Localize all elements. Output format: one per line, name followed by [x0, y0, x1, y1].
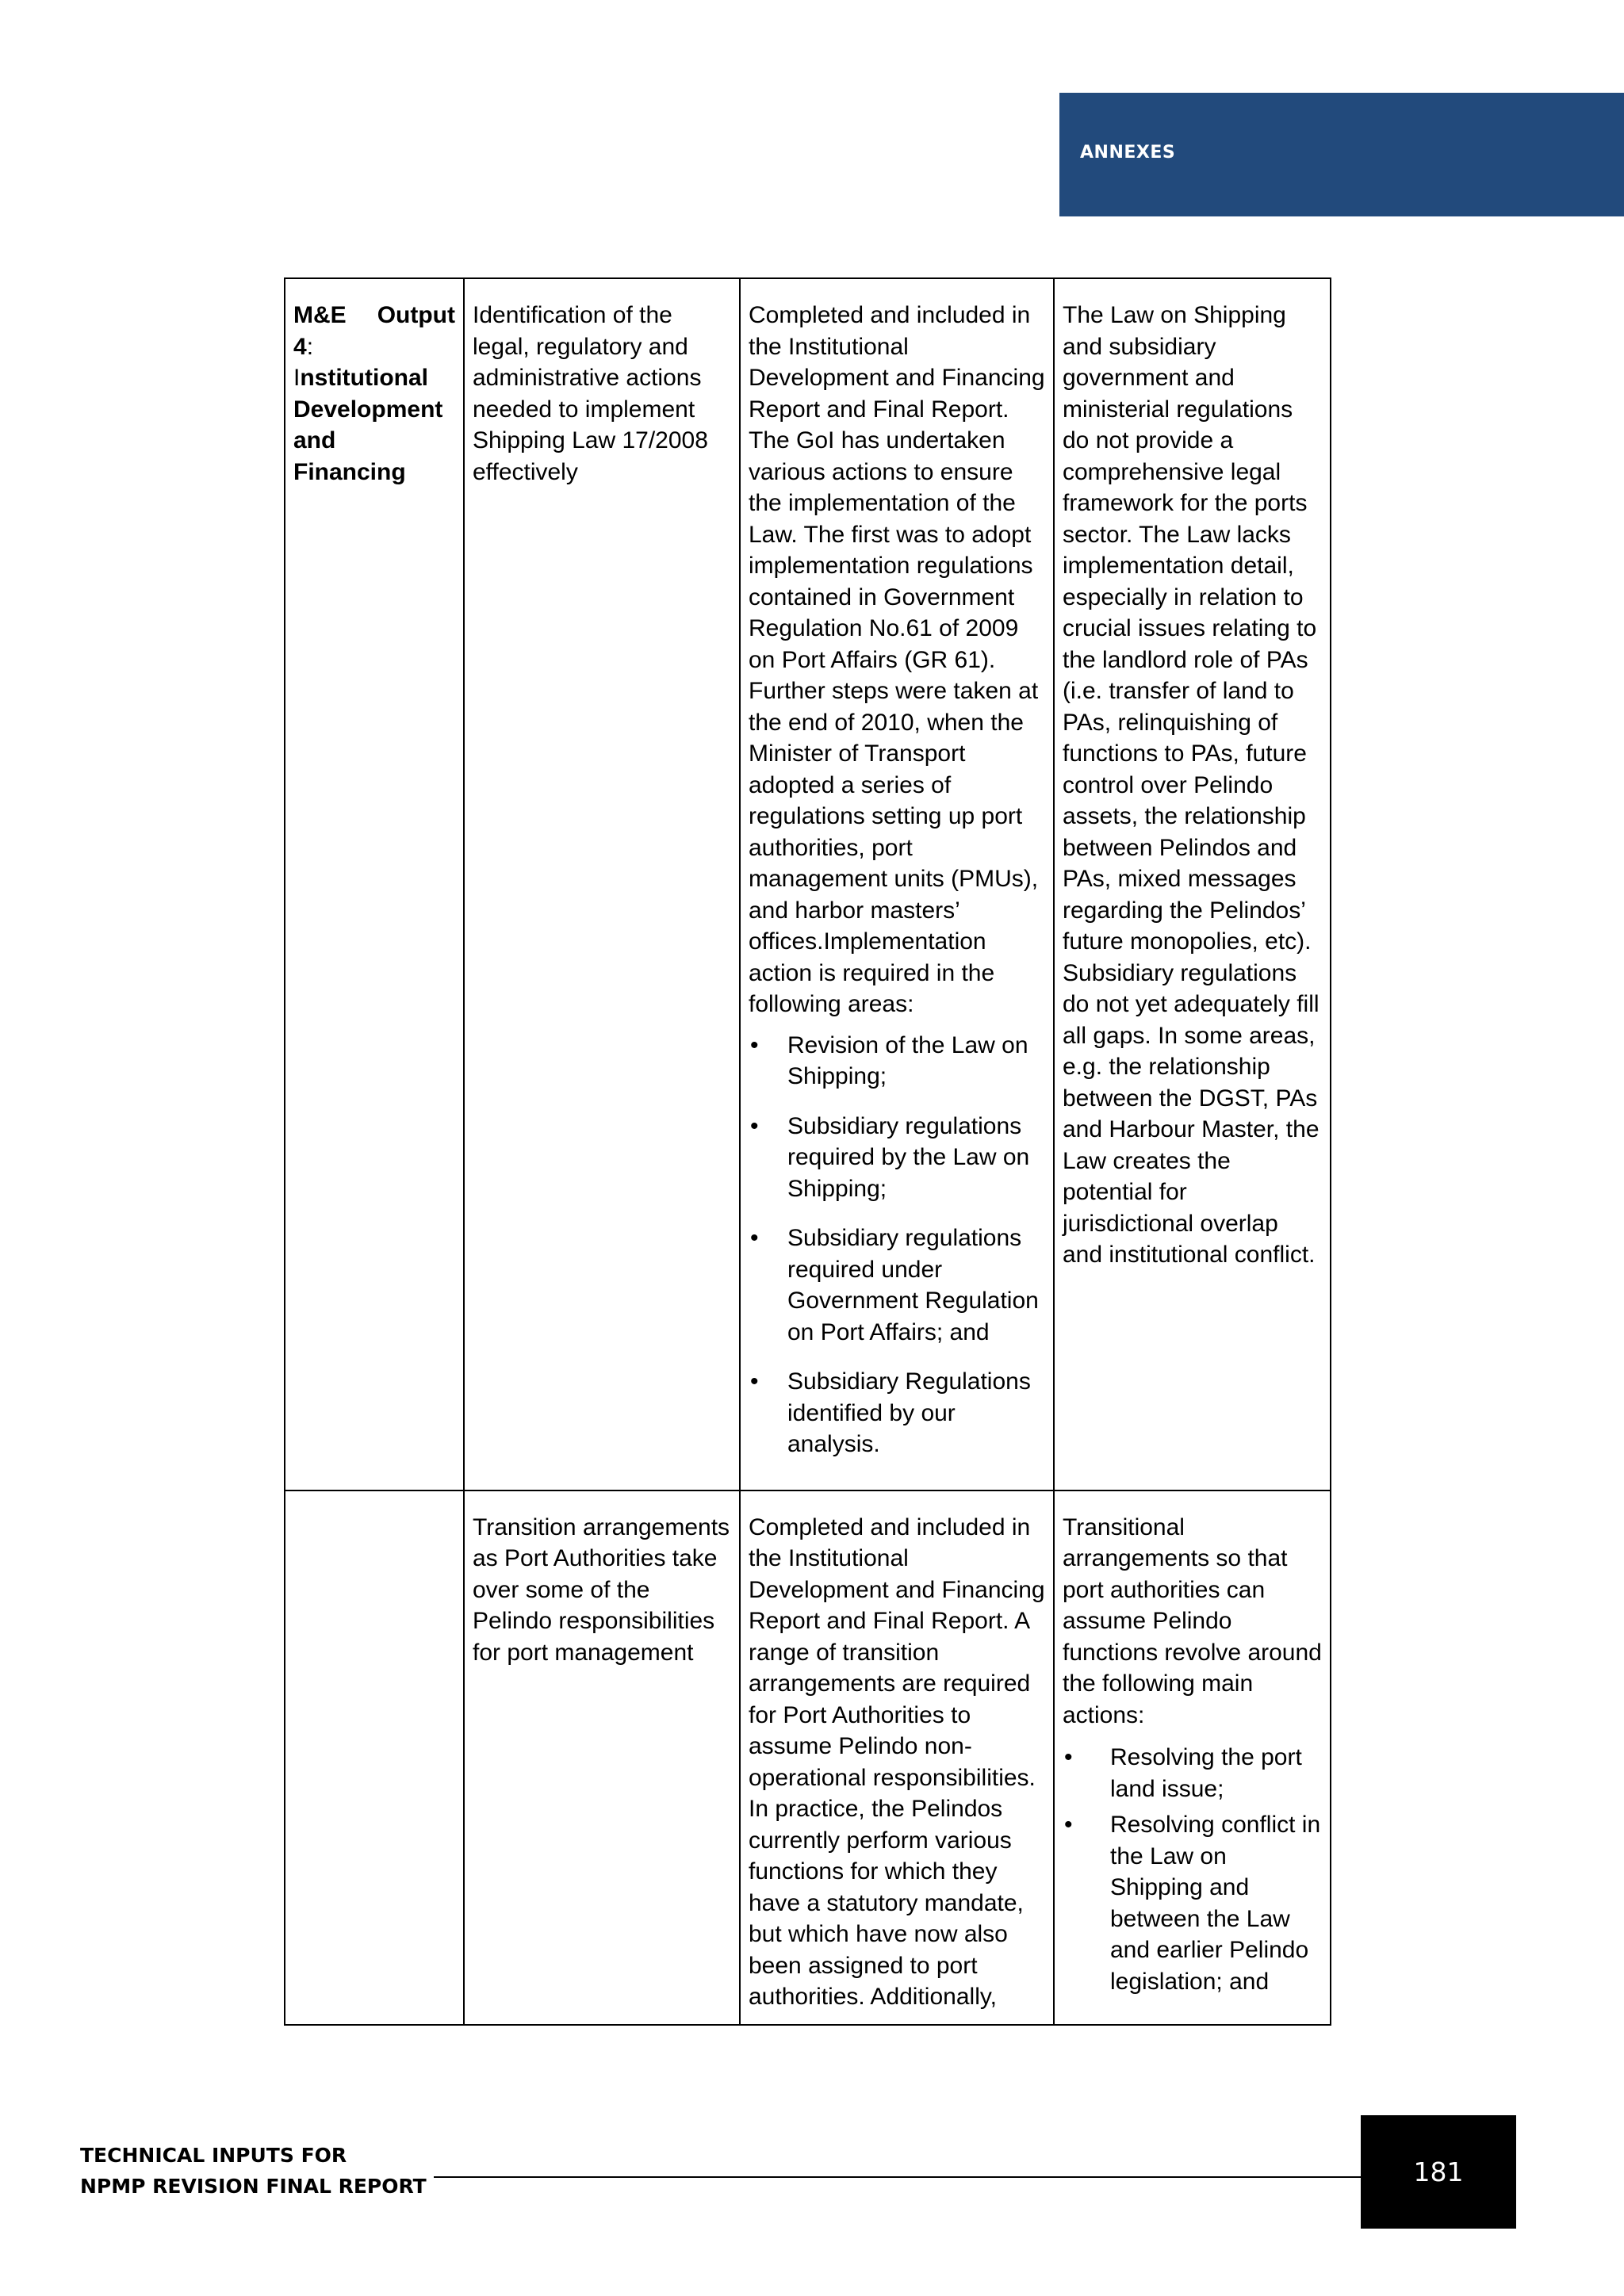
table-row	[285, 1490, 1331, 2025]
list-item: • Subsidiary regulations required under Government Regulation on Port Affairs; and	[749, 1223, 1045, 1348]
monitoring-table	[284, 277, 1331, 2026]
list-item: • Resolving the port land issue;	[1063, 1742, 1322, 1804]
activity-cell	[464, 278, 740, 1490]
status-text: Completed and included in the Institutional Development and Financing Report and Final Report. The GoI has undertaken various actions to ensure the implementation of the Law. The first was to adopt implementation regulations contained in Government Regulation No.61 of 2009 on Port Affairs (GR 61). Further steps were taken at the end of 2010, when the Minister of Transport adopted a series of regulations setting up port authorities, port management units (PMUs), and harbor masters’ offices.Implementation action is required in the following areas:	[749, 302, 1045, 1017]
footer-title: TECHNICAL INPUTS FOR NPMP REVISION FINAL REPORT	[80, 2144, 427, 2198]
output-label: M&E Output 4: Institutional Development and Financing	[293, 302, 455, 485]
list-item: • Subsidiary Regulations identified by our analysis.	[749, 1366, 1045, 1460]
remarks-bullet-list	[1063, 1742, 1322, 1997]
list-item: • Resolving conflict in the Law on Shipping and between the Law and earlier Pelindo legislation; and	[1063, 1809, 1322, 1997]
remarks-cell	[1054, 278, 1331, 1490]
list-item: • Revision of the Law on Shipping;	[749, 1030, 1045, 1093]
output-cell	[285, 278, 464, 1490]
section-label: ANNEXES	[1080, 143, 1176, 163]
remarks-text: The Law on Shipping and subsidiary government and ministerial regulations do not provide a comprehensive legal framework for the ports sector. The Law lacks implementation detail, especially in relation to crucial issues relating to the landlord role of PAs (i.e. transfer of land to PAs, relinquishing of functions to PAs, future control over Pelindo assets, the relationship between Pelindos and PAs, mixed messages regarding the Pelindos’ future monopolies, etc). Subsidiary regulations do not yet adequately fill all gaps. In some areas, e.g. the relationship between the DGST, PAs and Harbour Master, the Law creates the potential for jurisdictional overlap and institutional conflict.	[1063, 302, 1320, 1268]
list-item: • Subsidiary regulations required by the Law on Shipping;	[749, 1111, 1045, 1205]
output-cell	[285, 1490, 464, 2025]
page-number: 181	[1413, 2156, 1464, 2187]
status-cell	[740, 278, 1054, 1490]
page-number-box	[1361, 2115, 1516, 2229]
status-cell	[740, 1490, 1054, 2025]
activity-text: Identification of the legal, regulatory and administrative actions needed to implement Shipping Law 17/2008 effectively	[473, 302, 708, 485]
remarks-cell	[1054, 1490, 1331, 2025]
activity-text: Transition arrangements as Port Authorities take over some of the Pelindo responsibilities for port management	[473, 1513, 730, 1666]
status-text: Completed and included in the Institutional Development and Financing Report and Final Report. A range of transition arrangements are required for Port Authorities to assume Pelindo non-operational responsibilities. In practice, the Pelindos currently perform various functions for which they have a statutory mandate, but which have now also been assigned to port authorities. Additionally,	[749, 1513, 1045, 2010]
status-bullet-list	[749, 1030, 1045, 1460]
header-band	[1059, 93, 1624, 216]
activity-cell	[464, 1490, 740, 2025]
footer-divider	[434, 2176, 1362, 2178]
remarks-text: Transitional arrangements so that port authorities can assume Pelindo functions revolve around the following main actions:	[1063, 1513, 1322, 1728]
table-row	[285, 278, 1331, 1490]
